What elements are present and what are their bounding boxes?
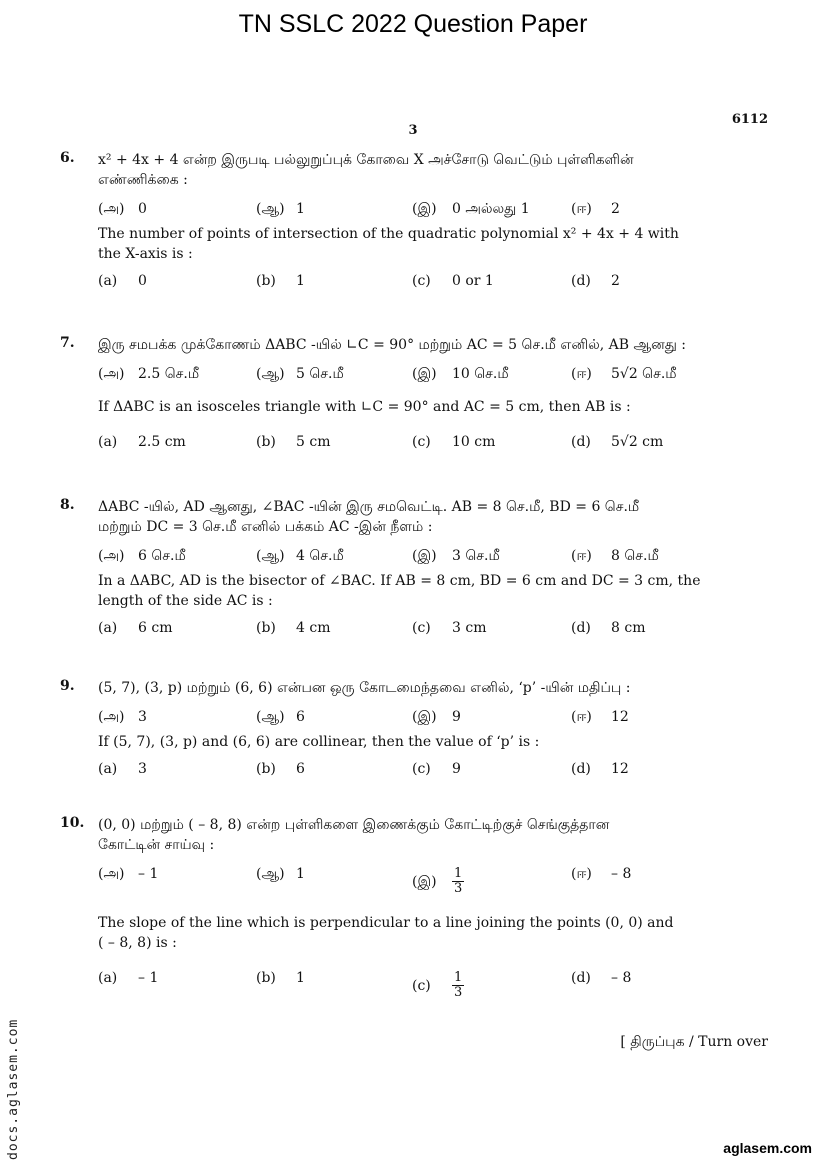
tamil-text-line: கோட்டின் சாய்வு : <box>98 837 215 853</box>
answer-option <box>98 967 158 989</box>
english-text-line: In a ΔABC, AD is the bisector of ∠BAC. If AB = 8 cm, BD = 6 cm and DC = 3 cm, the <box>98 573 701 589</box>
answer-option <box>571 545 659 567</box>
option-label: (ஆ) <box>256 366 285 382</box>
answer-option <box>98 270 147 292</box>
option-text: – 1 <box>138 866 159 882</box>
option-text: 10 cm <box>452 434 496 450</box>
answer-option <box>98 431 186 453</box>
english-text-line: The slope of the line which is perpendicular to a line joining the points (0, 0) and <box>98 915 674 931</box>
option-text: 2 <box>611 273 620 289</box>
option-label: (அ) <box>98 866 125 882</box>
answer-option <box>571 863 631 885</box>
tamil-text-line: இரு சமபக்க முக்கோணம் ΔABC -யில் ∟C = 90° மற்றும் AC = 5 செ.மீ எனில், AB ஆனது : <box>98 337 687 353</box>
option-text: 3 <box>138 761 147 777</box>
english-text-line: If ΔABC is an isosceles triangle with ∟C = 90° and AC = 5 cm, then AB is : <box>98 399 631 415</box>
option-label: (c) <box>412 620 431 636</box>
question-9 <box>60 678 730 782</box>
option-label: (இ) <box>412 548 437 564</box>
answer-option <box>98 617 172 639</box>
option-label: (d) <box>571 761 591 777</box>
option-text: 4 cm <box>296 620 331 636</box>
answer-option <box>412 706 461 728</box>
answer-option <box>571 363 677 385</box>
question-10 <box>60 815 730 1007</box>
option-label: (a) <box>98 761 118 777</box>
tamil-text-line: (5, 7), (3, p) மற்றும் (6, 6) என்பன ஒரு கோடமைந்தவை எனில், ‘p’ -யின் மதிப்பு : <box>98 680 631 696</box>
option-text: 6 <box>296 709 305 725</box>
tamil-options-row <box>98 545 730 569</box>
option-text: – 8 <box>611 866 632 882</box>
english-text-line: If (5, 7), (3, p) and (6, 6) are collinear, then the value of ‘p’ is : <box>98 734 540 750</box>
question-number: 7. <box>60 335 75 351</box>
option-text: 10 செ.மீ <box>452 366 509 382</box>
answer-option <box>256 198 305 220</box>
tamil-text-line: (0, 0) மற்றும் ( – 8, 8) என்ற புள்ளிகளை இணைக்கும் கோட்டிற்குச் செங்குத்தான <box>98 817 610 833</box>
answer-option <box>98 758 147 780</box>
question-6 <box>60 150 730 294</box>
answer-option <box>256 967 305 989</box>
option-text: 1 <box>296 273 305 289</box>
english-text-line: The number of points of intersection of the quadratic polynomial x² + 4x + 4 with <box>98 226 679 242</box>
question-number: 6. <box>60 150 75 166</box>
english-options-row <box>98 617 730 641</box>
answer-option <box>571 617 645 639</box>
tamil-options-row <box>98 198 730 222</box>
option-text: 3 cm <box>452 620 487 636</box>
option-label: (இ) <box>412 201 437 217</box>
option-label: (ஆ) <box>256 709 285 725</box>
option-text: 1 <box>296 866 305 882</box>
tamil-options-row <box>98 363 730 387</box>
fraction-numerator: 1 <box>454 970 463 985</box>
option-label: (ஆ) <box>256 201 285 217</box>
page-number: 3 <box>408 123 418 138</box>
option-label: (c) <box>412 434 431 450</box>
option-label: (ஈ) <box>571 709 592 725</box>
answer-option <box>256 758 305 780</box>
option-text: 1 <box>296 201 305 217</box>
option-text: 9 <box>452 761 461 777</box>
question-8 <box>60 497 730 641</box>
answer-option <box>256 545 344 567</box>
option-label: (d) <box>571 273 591 289</box>
english-options-row <box>98 431 730 455</box>
paper-code: 6112 <box>731 112 768 127</box>
answer-option <box>256 270 305 292</box>
option-text: 5 cm <box>296 434 331 450</box>
option-text: 0 <box>138 201 147 217</box>
option-label: (ஆ) <box>256 548 285 564</box>
option-label: (அ) <box>98 709 125 725</box>
option-label: (a) <box>98 273 118 289</box>
option-label: (b) <box>256 434 276 450</box>
tamil-text-line: எண்ணிக்கை : <box>98 172 188 188</box>
answer-option <box>256 617 330 639</box>
english-options-row <box>98 967 730 1007</box>
option-text: 6 <box>296 761 305 777</box>
fraction-denominator: 3 <box>454 881 463 896</box>
answer-option <box>256 363 344 385</box>
option-label: (c) <box>412 761 431 777</box>
option-label: (d) <box>571 970 591 986</box>
fraction-denominator: 3 <box>454 985 463 1000</box>
answer-option <box>412 617 486 639</box>
option-text: 0 அல்லது 1 <box>452 201 530 217</box>
option-text: 12 <box>611 709 629 725</box>
option-text: 5√2 cm <box>611 434 664 450</box>
english-text-line: ( – 8, 8) is : <box>98 935 177 951</box>
option-label: (b) <box>256 761 276 777</box>
option-label: (c) <box>412 977 431 994</box>
brand-watermark: aglasem.com <box>723 1140 812 1156</box>
tamil-options-row <box>98 706 730 730</box>
answer-option <box>412 270 494 292</box>
option-text: 0 <box>138 273 147 289</box>
option-label: (ஆ) <box>256 866 285 882</box>
answer-option <box>571 758 629 780</box>
answer-option <box>571 198 620 220</box>
option-label: (இ) <box>412 873 437 890</box>
option-text: – 8 <box>611 970 632 986</box>
option-text: 12 <box>611 761 629 777</box>
option-label: (b) <box>256 620 276 636</box>
turn-over-note: [ திருப்புக / Turn over <box>620 1034 768 1050</box>
answer-option <box>412 971 464 1000</box>
answer-option <box>412 431 495 453</box>
fraction <box>452 867 464 896</box>
answer-option <box>412 758 461 780</box>
answer-option <box>256 431 330 453</box>
option-text: 2 <box>611 201 620 217</box>
answer-option <box>412 363 509 385</box>
answer-option <box>412 545 500 567</box>
answer-option <box>256 706 305 728</box>
question-number: 9. <box>60 678 75 694</box>
option-text: – 1 <box>138 970 159 986</box>
option-label: (அ) <box>98 201 125 217</box>
english-options-row <box>98 758 730 782</box>
answer-option <box>571 706 629 728</box>
answer-option <box>98 545 186 567</box>
english-text-line: the X-axis is : <box>98 246 193 262</box>
option-label: (a) <box>98 434 118 450</box>
option-label: (c) <box>412 273 431 289</box>
tamil-options-row <box>98 863 730 903</box>
option-text: 8 செ.மீ <box>611 548 659 564</box>
tamil-text-line: மற்றும் DC = 3 செ.மீ எனில் பக்கம் AC -இன் நீளம் : <box>98 519 433 535</box>
english-options-row <box>98 270 730 294</box>
option-text: 3 செ.மீ <box>452 548 500 564</box>
option-label: (இ) <box>412 366 437 382</box>
answer-option <box>571 967 631 989</box>
option-label: (அ) <box>98 548 125 564</box>
option-label: (b) <box>256 273 276 289</box>
question-7 <box>60 335 730 455</box>
option-text: 2.5 செ.மீ <box>138 366 200 382</box>
option-text: 8 cm <box>611 620 646 636</box>
tamil-text-line: x² + 4x + 4 என்ற இருபடி பல்லுறுப்புக் கோவை X அச்சோடு வெட்டும் புள்ளிகளின் <box>98 152 634 168</box>
answer-option <box>98 706 147 728</box>
answer-option <box>412 198 530 220</box>
answer-option <box>98 363 199 385</box>
page-title: TN SSLC 2022 Question Paper <box>238 10 588 38</box>
option-label: (d) <box>571 620 591 636</box>
answer-option <box>256 863 305 885</box>
fraction-numerator: 1 <box>454 866 463 881</box>
option-text: 2.5 cm <box>138 434 186 450</box>
question-number: 10. <box>60 815 85 831</box>
option-text: 6 செ.மீ <box>138 548 186 564</box>
option-text: 9 <box>452 709 461 725</box>
option-label: (ஈ) <box>571 366 592 382</box>
option-label: (a) <box>98 620 118 636</box>
option-text: 0 or 1 <box>452 273 494 289</box>
option-text: 3 <box>138 709 147 725</box>
option-text: 5 செ.மீ <box>296 366 344 382</box>
option-label: (b) <box>256 970 276 986</box>
answer-option <box>571 270 620 292</box>
fraction <box>452 971 464 1000</box>
option-label: (a) <box>98 970 118 986</box>
option-label: (ஈ) <box>571 548 592 564</box>
option-label: (ஈ) <box>571 201 592 217</box>
option-text: 5√2 செ.மீ <box>611 366 677 382</box>
side-watermark: docs.aglasem.com <box>6 1018 21 1160</box>
answer-option <box>571 431 663 453</box>
option-text: 1 <box>296 970 305 986</box>
tamil-text-line: ΔABC -யில், AD ஆனது, ∠BAC -யின் இரு சமவெட்டி. AB = 8 செ.மீ, BD = 6 செ.மீ <box>98 499 640 515</box>
option-label: (d) <box>571 434 591 450</box>
answer-option <box>98 863 158 885</box>
english-text-line: length of the side AC is : <box>98 593 273 609</box>
option-text: 4 செ.மீ <box>296 548 344 564</box>
option-label: (ஈ) <box>571 866 592 882</box>
question-number: 8. <box>60 497 75 513</box>
option-text: 6 cm <box>138 620 173 636</box>
option-label: (அ) <box>98 366 125 382</box>
answer-option <box>412 867 464 896</box>
answer-option <box>98 198 147 220</box>
option-label: (இ) <box>412 709 437 725</box>
